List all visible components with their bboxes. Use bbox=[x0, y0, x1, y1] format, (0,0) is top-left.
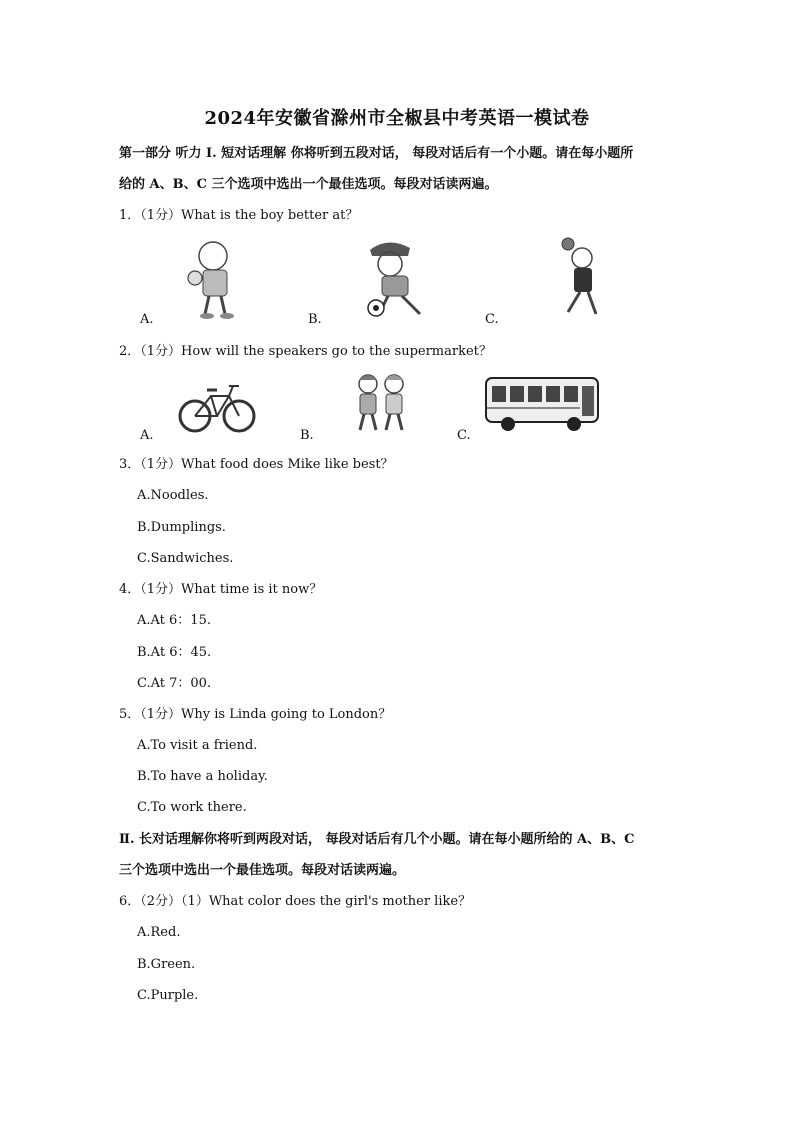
q2-option-a-label: A. bbox=[140, 428, 154, 443]
q2-option-b-label: B. bbox=[300, 428, 314, 443]
q6-option-b: B.Green. bbox=[137, 957, 196, 972]
q1-option-a-label: A. bbox=[140, 312, 154, 327]
q2-option-c-label: C. bbox=[457, 428, 471, 443]
section1-instruction-line2: 给的 A、B、C 三个选项中选出一个最佳选项。每段对话读两遍。 bbox=[119, 177, 498, 192]
bus-image bbox=[484, 374, 602, 434]
q5-option-c: C.To work there. bbox=[137, 800, 247, 815]
page-title: 2024年安徽省滁州市全椒县中考英语一模试卷 bbox=[204, 108, 590, 129]
section1-instruction-line1: 第一部分 听力 I. 短对话理解 你将听到五段对话， 每段对话后有一个小题。请在每小题所 bbox=[119, 146, 634, 161]
q6-option-a: A.Red. bbox=[137, 925, 181, 940]
q3-option-b: B.Dumplings. bbox=[137, 520, 226, 535]
question-1-stem: 1．（1分）What is the boy better at？ bbox=[119, 208, 359, 223]
q5-option-a: A.To visit a friend. bbox=[137, 738, 258, 753]
section2-instruction-line2: 三个选项中选出一个最佳选项。每段对话读两遍。 bbox=[119, 863, 406, 878]
q4-option-a: A.At 6：15. bbox=[137, 613, 211, 628]
question-3-stem: 3．（1分）What food does Mike like best？ bbox=[119, 457, 394, 472]
boy-basketball-image bbox=[556, 236, 606, 320]
q3-option-a: A.Noodles. bbox=[137, 488, 209, 503]
q5-option-b: B.To have a holiday. bbox=[137, 769, 268, 784]
question-4-stem: 4．（1分）What time is it now？ bbox=[119, 582, 323, 597]
question-6-stem: 6．（2分）（1）What color does the girl's mother like？ bbox=[119, 894, 472, 909]
q1-option-c-label: C. bbox=[485, 312, 499, 327]
q3-option-c: C.Sandwiches. bbox=[137, 551, 234, 566]
children-walking-image bbox=[350, 372, 412, 434]
boy-ping-pong-image bbox=[185, 238, 245, 320]
boy-soccer-image bbox=[360, 238, 440, 320]
bicycle-image bbox=[177, 380, 257, 434]
q4-option-c: C.At 7：00. bbox=[137, 676, 212, 691]
q6-option-c: C.Purple. bbox=[137, 988, 199, 1003]
section2-instruction-line1: Ⅱ. 长对话理解你将听到两段对话， 每段对话后有几个小题。请在每小题所给的 A、B、C bbox=[119, 832, 635, 847]
question-2-stem: 2．（1分）How will the speakers go to the supermarket？ bbox=[119, 344, 492, 359]
q4-option-b: B.At 6：45. bbox=[137, 645, 212, 660]
question-5-stem: 5．（1分）Why is Linda going to London？ bbox=[119, 707, 392, 722]
q1-option-b-label: B. bbox=[308, 312, 322, 327]
